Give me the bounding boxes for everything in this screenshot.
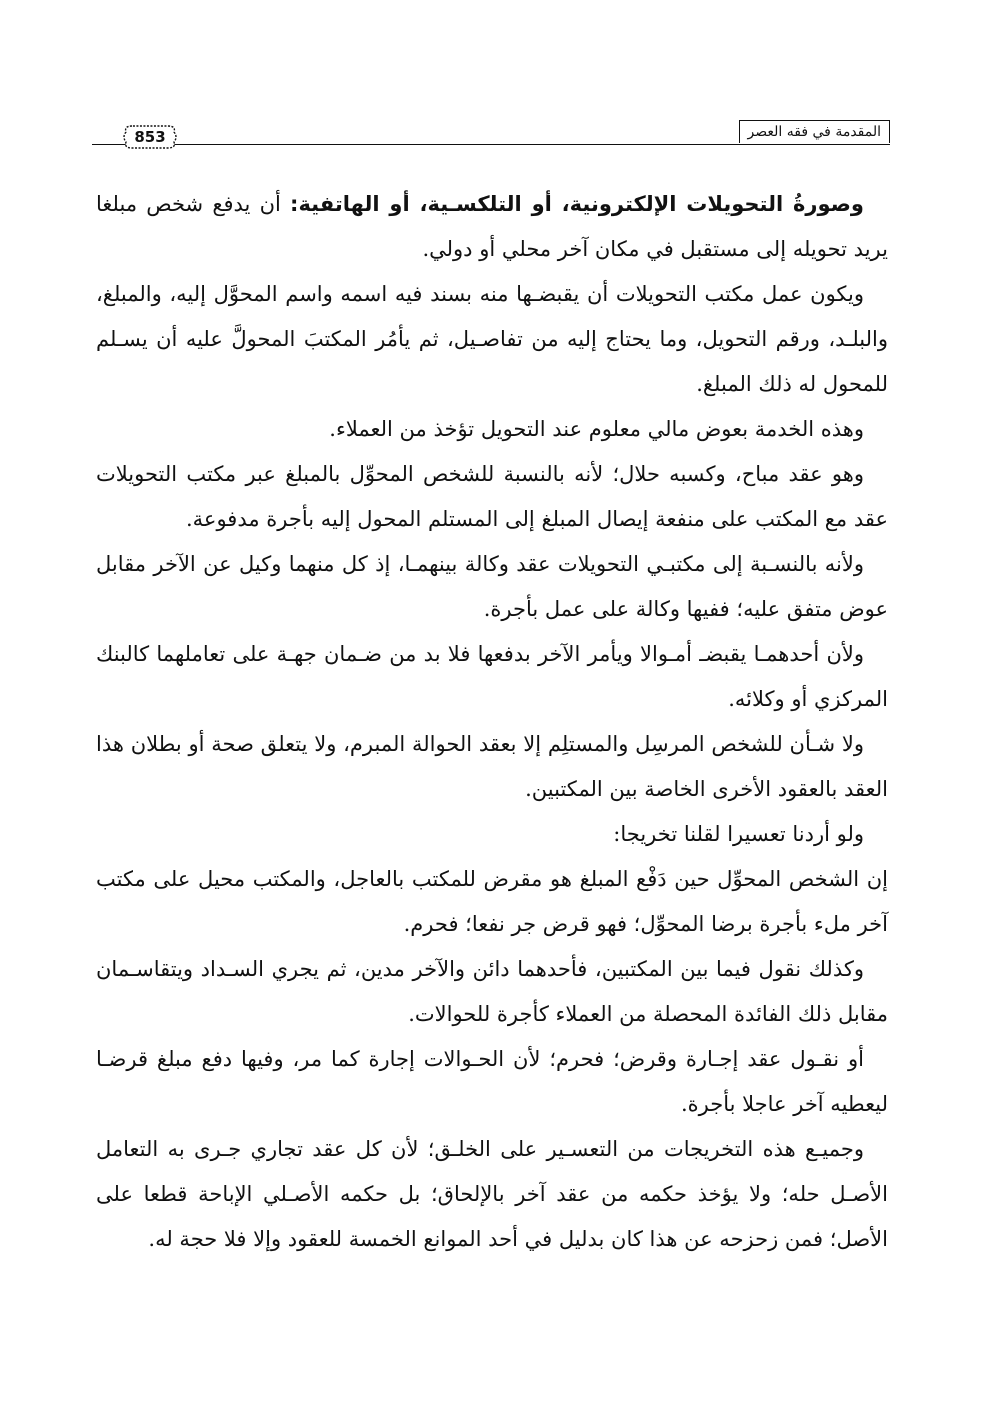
paragraph-lead: وصورةُ التحويلات الإلكترونية، أو التلكسـية، أو الهاتفية: [290,192,864,216]
page-number: 853 [134,128,166,146]
page-body [96,182,888,1262]
paragraph-definition [96,182,888,272]
header-rule [92,144,890,145]
paragraph: ولو أردنا تعسيرا لقلنا تخريجا: [613,822,864,846]
running-title: المقدمة في فقه العصر [739,120,890,143]
paragraph: إن الشخص المحوِّل حين دَفْع المبلغ هو مقرض للمكتب بالعاجل، والمكتب محيل على مكتب آخر ملء بأجرة برضا المحوِّل؛ فهو قرض جر نفعا؛ فحرم. [96,867,888,936]
paragraph: أو نقـول عقد إجـارة وقرض؛ فحرم؛ لأن الحـوالات إجارة كما مر، وفيها دفع مبلغ قرضـا ليعطيه آخر عاجلا بأجرة. [96,1047,888,1116]
paragraph-text: أن يدفع شخص مبلغا يريد تحويله إلى مستقبل في مكان آخر محلي أو دولي. [96,192,888,261]
paragraph: ولأن أحدهمـا يقبضـ أمـوالا ويأمر الآخر بدفعها فلا بد من ضـمان جهـة على تعاملهما كالبنك المركزي أو وكلائه. [96,642,888,711]
paragraph: وهو عقد مباح، وكسبه حلال؛ لأنه بالنسبة للشخص المحوِّل بالمبلغ عبر مكتب التحويلات عقد مع المكتب على منفعة إيصال المبلغ إلى المستلم المحول إليه بأجرة مدفوعة. [96,462,888,531]
paragraph: وكذلك نقول فيما بين المكتبين، فأحدهما دائن والآخر مدين، ثم يجري السـداد ويتقاسـمان مقابل ذلك الفائدة المحصلة من العملاء كأجرة للحوالات. [96,957,888,1026]
paragraph: ولا شـأن للشخص المرسِل والمستلِم إلا بعقد الحوالة المبرم، ولا يتعلق صحة أو بطلان هذا العقد بالعقود الأخرى الخاصة بين المكتبين. [96,732,888,801]
paragraph: ويكون عمل مكتب التحويلات أن يقبضـها منه بسند فيه اسمه واسم المحوَّل إليه، والمبلغ، والبلـد، ورقم التحويل، وما يحتاج إليه من تفاصـيل، ثم يأمُر المكتبَ المحولَّ عليه أن يسـلم للمحول له ذلك المبلغ. [96,282,888,396]
paragraph: وجميـع هذه التخريجات من التعسـير على الخلـق؛ لأن كل عقد تجاري جـرى به التعامل الأصـل حله؛ ولا يؤخذ حكمه من عقد آخر بالإلحاق؛ بل حكمه الأصـلي الإباحة قطعا على الأصل؛ فمن زحزحه عن هذا كان بدليل في أحد الموانع الخمسة للعقود وإلا فلا حجة له. [96,1137,888,1251]
page-number-ornament [122,122,178,152]
paragraph: ولأنه بالنسـبة إلى مكتبـي التحويلات عقد وكالة بينهمـا، إذ كل منهما وكيل عن الآخر مقابل عوض متفق عليه؛ ففيها وكالة على عمل بأجرة. [96,552,888,621]
page-header [92,118,890,150]
paragraph: وهذه الخدمة بعوض مالي معلوم عند التحويل تؤخذ من العملاء. [329,417,864,441]
